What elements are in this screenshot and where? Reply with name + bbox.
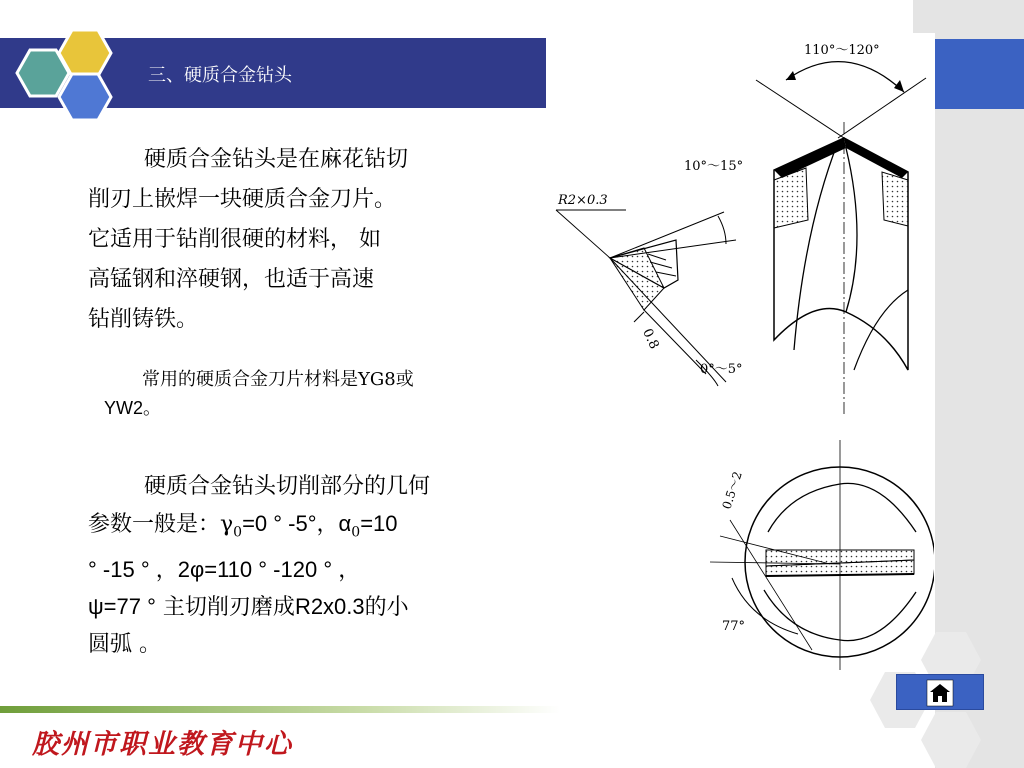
angle-label-point: 110°～120° (804, 43, 880, 58)
text-line: 高锰钢和淬硬钢，也适于高速 (88, 267, 375, 292)
slide-title: 三、硬质合金钻头 (148, 65, 292, 86)
text-line: 常用的硬质合金刀片材料是YG8或 (142, 369, 414, 390)
text-line: 它适用于钻削很硬的材料， 如 (88, 227, 381, 252)
text-line (88, 588, 430, 626)
text-line: 硬质合金钻头是在麻花钻切 (144, 147, 409, 172)
text-fragment: =0 ° -5°，α (242, 511, 352, 536)
text-fragment: 参数一般是：γ (88, 512, 234, 537)
drill-side-view-diagram (546, 30, 938, 420)
land-width-label: 0.8 (639, 326, 662, 352)
text-line: ° -15 ° ，2φ=110 ° -120 ° ， (88, 557, 361, 583)
text-line: 硬质合金钻头切削部分的几何 (144, 474, 431, 499)
drill-end-view-diagram (700, 440, 934, 674)
paragraph-parameters (88, 468, 430, 663)
text-fragment: ψ=77 ° (88, 594, 156, 620)
text-line: YW2。 (104, 398, 162, 418)
angle-label-relief: 0°～5° (700, 362, 743, 377)
subscript: 0 (351, 524, 361, 541)
text-fragment: 的小 (364, 595, 409, 621)
text-fragment: =10 (360, 511, 398, 536)
text-fragment: R2x0.3 (294, 594, 365, 620)
subscript: 0 (233, 524, 243, 541)
text-line: 圆弧 。 (88, 632, 161, 658)
dimension-label: 0.5～2 (719, 469, 745, 511)
paragraph-intro (88, 140, 408, 340)
text-line: 钻削铸铁。 (88, 307, 199, 332)
paragraph-materials (104, 366, 414, 422)
home-icon (897, 675, 983, 709)
footer-divider (0, 706, 560, 713)
text-fragment: 主切削刃磨成 (162, 595, 295, 621)
text-line: 削刃上嵌焊一块硬质合金刀片。 (88, 187, 397, 212)
text-line (88, 505, 430, 551)
angle-label-77: 77° (722, 619, 746, 634)
right-accent-block (935, 39, 1024, 109)
footer-school-logo: 胶州市职业教育中心 (32, 729, 293, 760)
radius-label: R2×0.3 (558, 193, 608, 208)
home-button[interactable] (896, 674, 984, 710)
angle-label-rake: 10°～15° (684, 159, 744, 174)
logo-hexagons (10, 22, 120, 126)
